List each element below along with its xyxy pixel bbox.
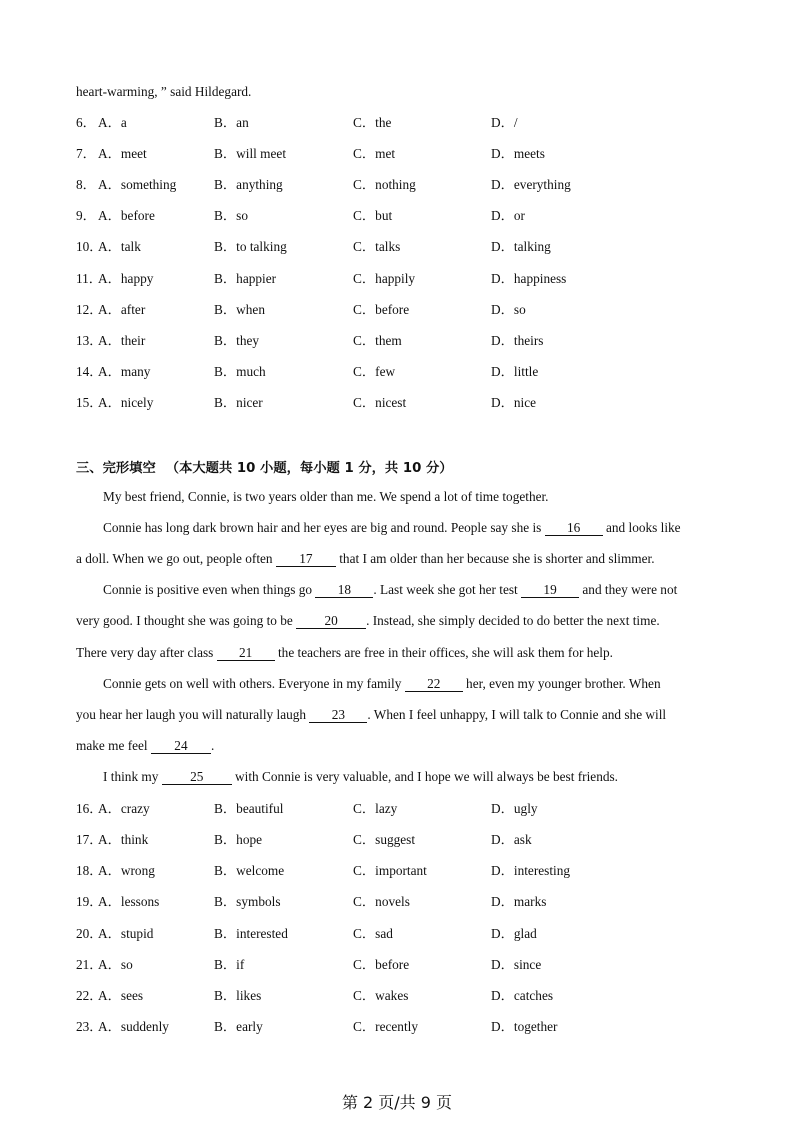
option-b: B．anything [214,177,283,192]
option-d: D．ugly [491,801,538,816]
option-b: B．symbols [214,894,281,909]
option-c: C．the [353,115,392,130]
passage-text: you hear her laugh you will naturally laugh [76,707,310,722]
blank-17: 17 [276,552,336,567]
option-a: A．lessons [98,894,160,909]
question-row-11 [76,270,716,288]
option-c: C．before [353,957,410,972]
option-d: D．interesting [491,863,571,878]
option-d: D．ask [491,832,532,847]
option-d: D．talking [491,239,551,254]
option-d: D．meets [491,146,545,161]
question-row-17 [76,831,716,849]
passage-text: very good. I thought she was going to be [76,613,297,628]
option-a: A．so [98,957,133,972]
question-row-12 [76,301,716,319]
question-number: 10． [76,239,103,254]
blank-18: 18 [315,583,373,598]
passage-line [76,612,720,630]
passage-line [76,519,747,537]
option-b: B．nicer [214,395,263,410]
option-a: A．talk [98,239,141,254]
option-b: B．early [214,1019,263,1034]
option-c: C．them [353,333,402,348]
option-d: D．catches [491,988,554,1003]
passage-text: make me feel [76,738,151,753]
question-number: 14． [76,364,103,379]
option-d: D．little [491,364,539,379]
passage-text: with Connie is very valuable, and I hope we will always be best friends. [231,769,618,784]
blank-16: 16 [545,521,603,536]
passage-text: her, even my younger brother. When [462,676,661,691]
page-footer: 第 2 页/共 9 页 [341,1093,453,1112]
option-d: D．theirs [491,333,544,348]
question-row-16 [76,800,716,818]
option-b: B．to talking [214,239,287,254]
passage-paragraph-1: My best friend, Connie, is two years older than me. We spend a lot of time together. [103,489,549,504]
option-a: A．stupid [98,926,154,941]
passage-line [76,706,720,724]
question-number: 13． [76,333,103,348]
passage-line [76,550,720,568]
passage-text: . When I feel unhappy, I will talk to Connie and she will [367,707,667,722]
question-row-15 [76,394,716,412]
passage-text: . Instead, she simply decided to do better the next time. [366,613,660,628]
question-number: 18． [76,863,103,878]
option-b: B．will meet [214,146,287,161]
passage-text: Connie has long dark brown hair and her eyes are big and round. People say she is [103,520,545,535]
option-b: B．if [214,957,245,972]
question-row-22 [76,987,716,1005]
option-a: A．after [98,302,146,317]
question-number: 23． [76,1019,103,1034]
blank-20: 20 [296,614,366,629]
option-b: B．much [214,364,266,379]
intro-line: heart-warming, ” said Hildegard. [76,84,252,99]
section-note: （本大题共 10 小题，每小题 1 分，共 10 分） [165,461,453,476]
passage-text: the teachers are free in their offices, she will ask them for help. [274,645,613,660]
passage-text: Connie gets on well with others. Everyone in my family [103,676,405,691]
option-c: C．few [353,364,396,379]
question-number: 8． [76,177,96,192]
question-row-6 [76,114,716,132]
option-a: A．nicely [98,395,154,410]
question-row-21 [76,956,716,974]
question-row-20 [76,925,716,943]
question-number: 12． [76,302,103,317]
option-b: B．hope [214,832,263,847]
passage-text: that I am older than her because she is shorter and slimmer. [335,551,655,566]
question-row-9 [76,207,716,225]
blank-22: 22 [405,677,463,692]
blank-19: 19 [521,583,579,598]
passage-text: There very day after class [76,645,217,660]
option-a: A．many [98,364,151,379]
question-row-10 [76,238,716,256]
option-d: D．glad [491,926,537,941]
blank-24: 24 [151,739,211,754]
question-number: 9． [76,208,96,223]
option-a: A．wrong [98,863,155,878]
option-c: C．important [353,863,427,878]
option-a: A．happy [98,271,154,286]
option-a: A．a [98,115,127,130]
option-b: B．likes [214,988,262,1003]
passage-text: and they were not [579,582,678,597]
passage-text: . [210,738,215,753]
option-a: A．suddenly [98,1019,169,1034]
option-d: D．/ [491,115,518,130]
question-row-14 [76,363,716,381]
question-row-23 [76,1018,716,1036]
option-a: A．crazy [98,801,150,816]
option-c: C．recently [353,1019,418,1034]
option-c: C．nicest [353,395,407,410]
passage-line [76,675,747,693]
option-b: B．happier [214,271,277,286]
question-row-8 [76,176,716,194]
blank-21: 21 [217,646,275,661]
option-b: B．interested [214,926,288,941]
passage-text: Connie is positive even when things go [103,582,316,597]
option-a: A．their [98,333,146,348]
section-heading [76,457,453,476]
option-c: C．novels [353,894,410,909]
passage-text: I think my [103,769,162,784]
option-a: A．sees [98,988,144,1003]
option-c: C．talks [353,239,401,254]
blank-23: 23 [309,708,367,723]
option-c: C．sad [353,926,393,941]
option-b: B．when [214,302,265,317]
option-c: C．suggest [353,832,416,847]
question-number: 19． [76,894,103,909]
option-c: C．happily [353,271,416,286]
question-number: 15． [76,395,103,410]
option-d: D．since [491,957,542,972]
question-number: 16． [76,801,103,816]
option-b: B．so [214,208,248,223]
blank-25: 25 [162,770,232,785]
option-c: C．met [353,146,396,161]
option-b: B．an [214,115,249,130]
question-row-18 [76,862,716,880]
option-d: D．everything [491,177,571,192]
option-c: C．before [353,302,410,317]
option-d: D．so [491,302,526,317]
option-b: B．they [214,333,260,348]
option-c: C．wakes [353,988,409,1003]
option-a: A．meet [98,146,147,161]
option-c: C．but [353,208,393,223]
passage-line [76,768,747,786]
option-d: D．happiness [491,271,567,286]
passage-text: a doll. When we go out, people often [76,551,276,566]
passage-text: and looks like [602,520,681,535]
question-number: 21． [76,957,103,972]
question-row-13 [76,332,716,350]
option-a: A．something [98,177,177,192]
section-title: 三、完形填空 [76,461,156,476]
option-c: C．lazy [353,801,398,816]
passage-text: . Last week she got her test [373,582,522,597]
option-d: D．nice [491,395,537,410]
option-d: D．marks [491,894,547,909]
option-a: A．think [98,832,149,847]
option-b: B．welcome [214,863,285,878]
passage-line [76,644,720,662]
passage-line [76,737,720,755]
question-row-19 [76,893,716,911]
option-d: D．or [491,208,525,223]
question-number: 22． [76,988,103,1003]
question-number: 17． [76,832,103,847]
question-number: 7． [76,146,96,161]
question-number: 20． [76,926,103,941]
option-d: D．together [491,1019,558,1034]
option-b: B．beautiful [214,801,284,816]
question-row-7 [76,145,716,163]
question-number: 11． [76,271,103,286]
question-number: 6． [76,115,96,130]
passage-line [76,581,747,599]
option-a: A．before [98,208,155,223]
option-c: C．nothing [353,177,416,192]
